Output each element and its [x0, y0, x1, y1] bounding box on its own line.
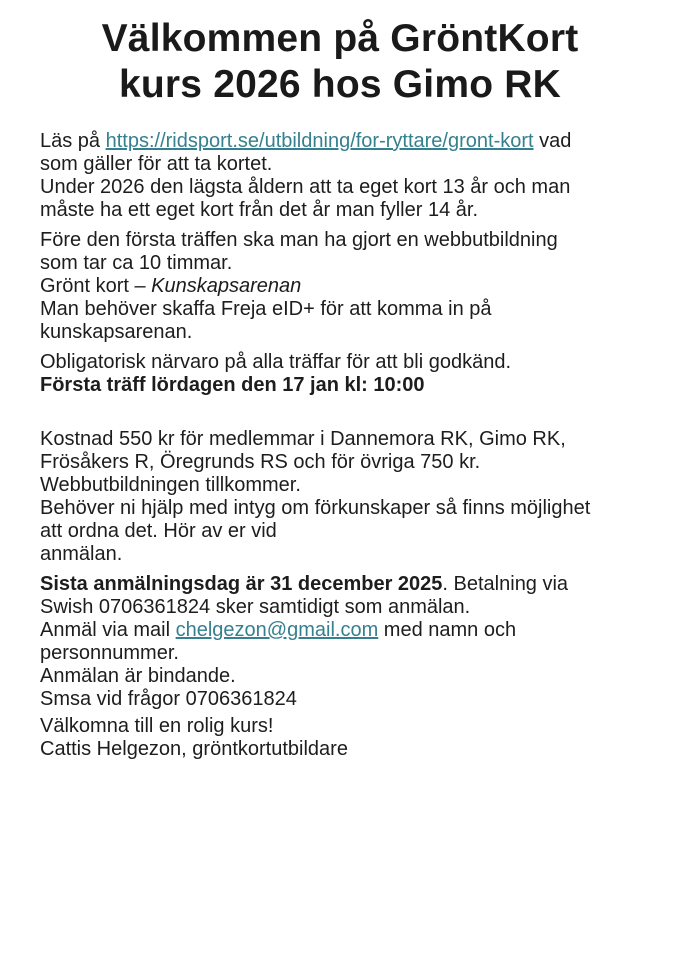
- text-som-galler: som gäller för att ta kortet.: [40, 153, 273, 175]
- text-personnummer: personnummer.: [40, 642, 179, 664]
- text-webbutbildningen: Webbutbildningen tillkommer.: [40, 474, 301, 496]
- text-vad: vad: [533, 130, 572, 152]
- text-fore-den-forsta: Före den första träffen ska man ha gjort en webbutbildning: [40, 229, 558, 251]
- email-link[interactable]: chelgezon@gmail.com: [175, 619, 379, 641]
- text-betalning-via: . Betalning via: [442, 573, 569, 595]
- text-cattis-helgezon: Cattis Helgezon, gröntkortutbildare: [40, 738, 348, 760]
- paragraph-read-info: [40, 130, 642, 222]
- text-swish: Swish 0706361824 sker samtidigt som anmälan.: [40, 596, 471, 618]
- text-som-tar-ca: som tar ca 10 timmar.: [40, 252, 233, 274]
- text-gront-kort: Grönt kort –: [40, 275, 152, 297]
- text-kostnad: Kostnad 550 kr för medlemmar i Dannemora RK, Gimo RK,: [40, 428, 566, 450]
- paragraph-webbutbildning: [40, 229, 642, 344]
- text-anmal-via-mail: Anmäl via mail: [40, 619, 176, 641]
- paragraph-kostnad: [40, 428, 642, 566]
- text-obligatorisk: Obligatorisk närvaro på alla träffar för att bli godkänd.: [40, 351, 511, 373]
- text-frosakers: Frösåkers R, Öregrunds RS och för övriga 750 kr.: [40, 451, 481, 473]
- text-las-pa: Läs på: [40, 130, 106, 152]
- text-maste-ha: måste ha ett eget kort från det år man fyller 14 år.: [40, 199, 478, 221]
- text-att-ordna: att ordna det. Hör av er vid: [40, 520, 277, 542]
- text-smsa: Smsa vid frågor 0706361824: [40, 688, 297, 710]
- paragraph-avslutning: [40, 715, 642, 761]
- text-under-2026: Under 2026 den lägsta åldern att ta eget kort 13 år och man: [40, 176, 571, 198]
- text-behover-ni: Behöver ni hjälp med intyg om förkunskaper så finns möjlighet: [40, 497, 591, 519]
- text-man-behover: Man behöver skaffa Freja eID+ för att komma in på: [40, 298, 492, 320]
- text-valkomna: Välkomna till en rolig kurs!: [40, 715, 274, 737]
- text-anmalan: anmälan.: [40, 543, 123, 565]
- ridsport-link[interactable]: https://ridsport.se/utbildning/for-ryttare/gront-kort: [105, 130, 534, 152]
- text-med-namn: med namn och: [378, 619, 517, 641]
- text-forsta-traff-bold: Första träff lördagen den 17 jan kl: 10:00: [40, 374, 425, 396]
- title-line-1: Välkommen på GröntKort: [101, 17, 579, 60]
- page-title: [0, 0, 680, 108]
- text-bindande: Anmälan är bindande.: [40, 665, 236, 687]
- title-line-2: kurs 2026 hos Gimo RK: [118, 63, 562, 106]
- text-sista-anmalningsdag-bold: Sista anmälningsdag är 31 december 2025: [40, 573, 443, 595]
- text-kunskapsarenan-italic: Kunskapsarenan: [151, 275, 302, 297]
- text-kunskapsarenan: kunskapsarenan.: [40, 321, 193, 343]
- paragraph-anmalan: [40, 573, 642, 711]
- document-body: [0, 130, 680, 761]
- paragraph-narvaro: [40, 351, 642, 397]
